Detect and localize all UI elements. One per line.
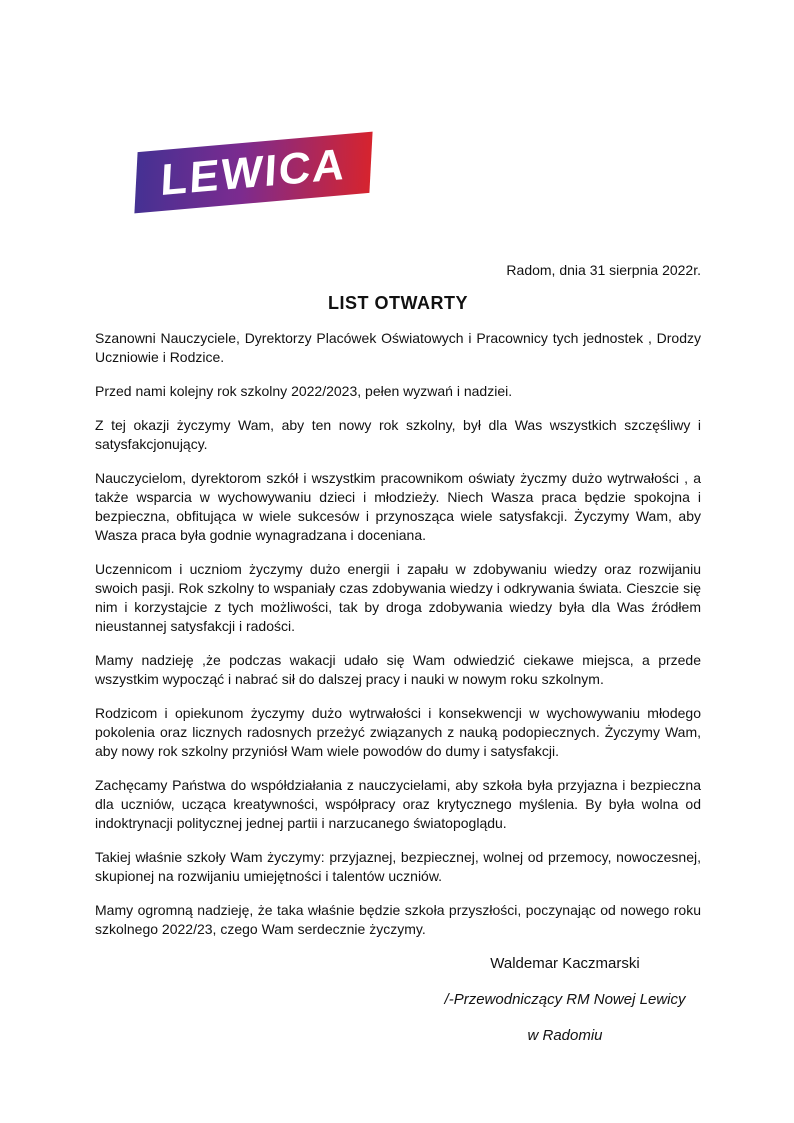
paragraph-10: Mamy ogromną nadzieję, że taka właśnie będzie szkoła przyszłości, poczynając od nowego roku szkolnego 2022/23, czego Wam serdecznie życzymy. [95, 902, 701, 937]
signature-role: /-Przewodniczący RM Nowej Lewicy [444, 991, 686, 1008]
paragraph-3: Z tej okazji życzymy Wam, aby ten nowy rok szkolny, był dla Was wszystkich szczęśliwy i satysfakcjonujący. [95, 417, 701, 452]
paragraph-9: Takiej właśnie szkoły Wam życzymy: przyjaznej, bezpiecznej, wolnej od przemocy, nowoczesnej, skupionej na rozwijaniu umiejętności i talentów uczniów. [95, 849, 701, 884]
signature-block [429, 954, 701, 1045]
lewica-logo-text: LEWICA [159, 139, 348, 205]
letter-content [95, 261, 701, 1062]
paragraph-6: Mamy nadzieję ,że podczas wakacji udało się Wam odwiedzić ciekawe miejsca, a przede wszystkim wypocząć i nabrać sił do dalszej pracy i nauki w nowym roku szkolnym. [95, 652, 701, 687]
paragraph-8: Zachęcamy Państwa do współdziałania z nauczycielami, aby szkoła była przyjazna i bezpieczna dla uczniów, ucząca kreatywności, współpracy oraz krytycznego myślenia. By była wolna od indoktrynacji politycznej jednej partii i narzucanego światopoglądu. [95, 777, 701, 831]
letter-body [95, 329, 701, 939]
letter-title: LIST OTWARTY [328, 293, 468, 313]
lewica-logo [134, 132, 372, 214]
paragraph-2: Przed nami kolejny rok szkolny 2022/2023, pełen wyzwań i nadziei. [95, 383, 513, 399]
paragraph-7: Rodzicom i opiekunom życzymy dużo wytrwałości i konsekwencji w wychowywaniu młodego pokolenia oraz licznych radosnych przeżyć związanych z nauką podopiecznych. Życzymy Wam, aby nowy rok szkolny przyniósł Wam wiele powodów do dumy i satysfakcji. [95, 705, 701, 759]
signature-name: Waldemar Kaczmarski [490, 955, 640, 972]
paragraph-5: Uczennicom i uczniom życzymy dużo energii i zapału w zdobywaniu wiedzy oraz rozwijaniu swoich pasji. Rok szkolny to wspaniały czas zdobywania wiedzy i odkrywania świata. Cieszcie się nim i korzystajcie z tych możliwości, tak by droga zdobywania wiedzy była dla Was źródłem nieustannej satysfakcji i radości. [95, 561, 701, 634]
signature-place: w Radomiu [527, 1027, 603, 1044]
date-line: Radom, dnia 31 sierpnia 2022r. [506, 262, 701, 278]
paragraph-1: Szanowni Nauczyciele, Dyrektorzy Placówek Oświatowych i Pracownicy tych jednostek , Drodzy Uczniowie i Rodzice. [95, 330, 701, 365]
paragraph-4: Nauczycielom, dyrektorom szkół i wszystkim pracownikom oświaty życzmy dużo wytrwałości , a także wsparcia w wychowywaniu dzieci i młodzieży. Niech Wasza praca będzie spokojna i bezpieczna, obfitująca w wiele sukcesów i przynosząca wiele satysfakcji. Życzymy Wam, aby Wasza praca była godnie wynagradzana i doceniana. [95, 470, 701, 543]
